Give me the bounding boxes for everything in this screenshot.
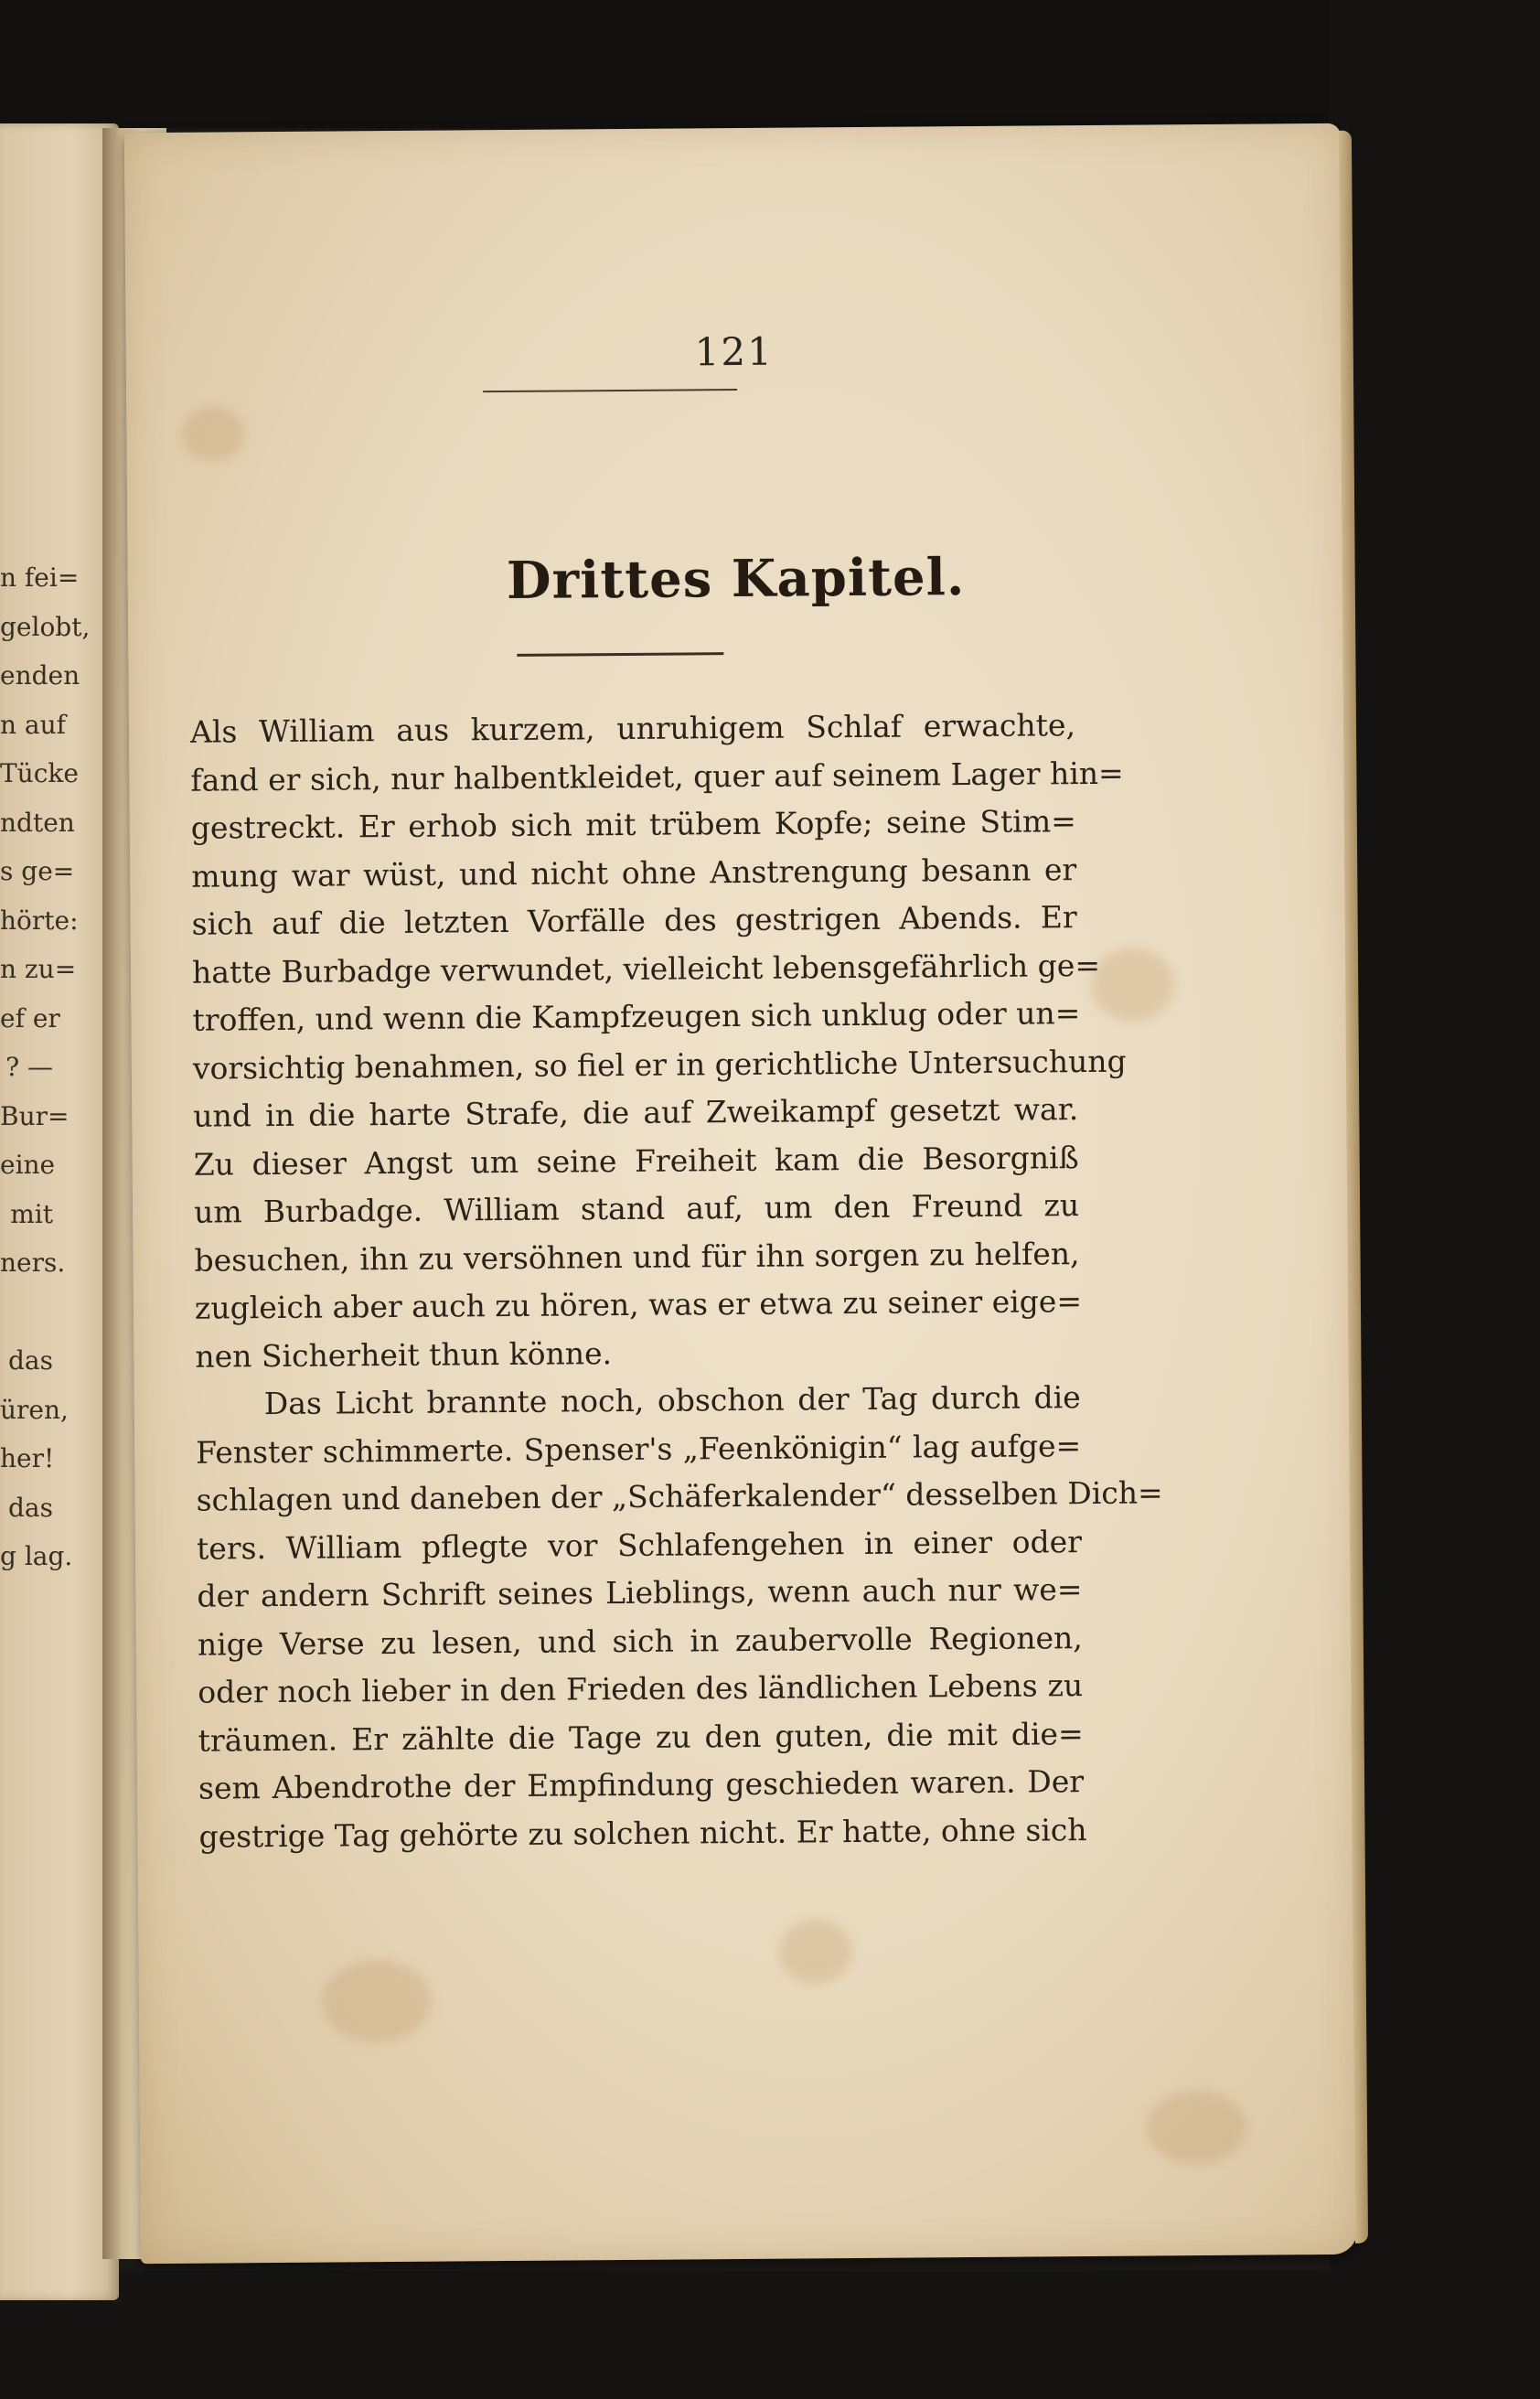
foxing-stain xyxy=(1146,2091,1247,2165)
text-line: und in die harte Strafe, die auf Zweikampf gesetzt war. xyxy=(193,1091,1079,1134)
previous-page-line: ndten xyxy=(0,807,75,838)
text-line: träumen. Er zählte die Tage zu den guten, die mit die= xyxy=(198,1715,1084,1759)
previous-page-line: n zu= xyxy=(0,954,77,984)
text-line: nen Sicherheit thun könne. xyxy=(195,1334,613,1375)
text-line: gestreckt. Er erhob sich mit trübem Kopfe; seine Stim= xyxy=(190,803,1076,846)
previous-page-line: enden xyxy=(0,660,80,691)
text-line: gestrige Tag gehörte zu solchen nicht. Er hatte, ohne sich xyxy=(198,1811,1087,1855)
text-line: Das Licht brannte noch, obschon der Tag durch die xyxy=(263,1379,1081,1422)
foxing-stain xyxy=(181,406,245,462)
previous-page-line: ners. xyxy=(0,1248,66,1278)
text-line: fand er sich, nur halbentkleidet, quer auf seinem Lager hin= xyxy=(190,755,1124,798)
title-rule xyxy=(517,652,723,657)
text-line: Fenster schimmerte. Spenser's „Feenkönigin“ lag aufge= xyxy=(196,1427,1082,1471)
text-line: sich auf die letzten Vorfälle des gestrigen Abends. Er xyxy=(191,899,1077,942)
previous-page-line: ef er xyxy=(0,1002,60,1033)
previous-page-line: s ge= xyxy=(0,856,75,886)
previous-page-line: das xyxy=(8,1345,53,1376)
previous-page-line: Tücke xyxy=(0,758,79,788)
previous-page-line: n fei= xyxy=(0,562,80,593)
text-line: sem Abendrothe der Empfindung geschieden waren. Der xyxy=(198,1763,1085,1806)
dark-background-top xyxy=(0,0,1540,128)
previous-page-line: hörte: xyxy=(0,905,79,936)
text-line: schlagen und daneben der „Schäferkalender“ desselben Dich= xyxy=(196,1474,1163,1518)
page-number: 121 xyxy=(694,328,775,375)
text-line: hatte Burbadge verwundet, vielleicht lebensgefährlich ge= xyxy=(191,947,1101,991)
previous-page-line: gelobt, xyxy=(0,611,91,642)
previous-page-text xyxy=(0,553,110,1581)
text-line: mung war wüst, und nicht ohne Anstrengung besann er xyxy=(191,851,1077,894)
previous-page-line: ? — xyxy=(5,1052,53,1082)
text-line: Als William aus kurzem, unruhigem Schlaf erwachte, xyxy=(189,707,1076,750)
text-line: um Burbadge. William stand auf, um den Freund zu xyxy=(193,1187,1080,1230)
text-line: troffen, und wenn die Kampfzeugen sich unklug oder un= xyxy=(192,995,1081,1038)
previous-page-blank-line xyxy=(0,1288,110,1337)
book-page xyxy=(124,123,1357,2264)
text-line: nige Verse zu lesen, und sich in zaubervolle Regionen, xyxy=(197,1619,1083,1663)
header-rule xyxy=(483,389,737,392)
text-line: vorsichtig benahmen, so fiel er in gerichtliche Untersuchung xyxy=(192,1043,1127,1087)
body-text xyxy=(189,701,1163,1861)
text-line: Zu dieser Angst um seine Freiheit kam die Besorgniß xyxy=(193,1139,1079,1183)
foxing-stain xyxy=(322,1960,433,2043)
previous-page-line: das xyxy=(8,1492,53,1523)
previous-page-line: her! xyxy=(0,1443,55,1473)
text-line: der andern Schrift seines Lieblings, wenn auch nur we= xyxy=(197,1571,1083,1614)
text-line: zugleich aber auch zu hören, was er etwa zu seiner eige= xyxy=(194,1283,1083,1326)
previous-page-line: eine xyxy=(0,1150,56,1180)
foxing-stain xyxy=(778,1920,852,1985)
previous-page-line: üren, xyxy=(0,1394,69,1425)
chapter-title: Drittes Kapitel. xyxy=(506,547,966,611)
text-line: besuchen, ihn zu versöhnen und für ihn sorgen zu helfen, xyxy=(194,1235,1080,1279)
previous-page-line: Bur= xyxy=(0,1100,70,1131)
previous-page-line: g lag. xyxy=(0,1541,73,1571)
previous-page-line: n auf xyxy=(0,709,67,740)
previous-page-line: mit xyxy=(10,1198,53,1229)
dark-background-bottom xyxy=(0,2271,1540,2399)
text-line: oder noch lieber in den Frieden des ländlichen Lebens zu xyxy=(198,1667,1084,1710)
text-line: ters. William pflegte vor Schlafengehen in einer oder xyxy=(196,1523,1083,1567)
foxing-stain xyxy=(1091,948,1174,1022)
previous-page xyxy=(0,123,119,2300)
